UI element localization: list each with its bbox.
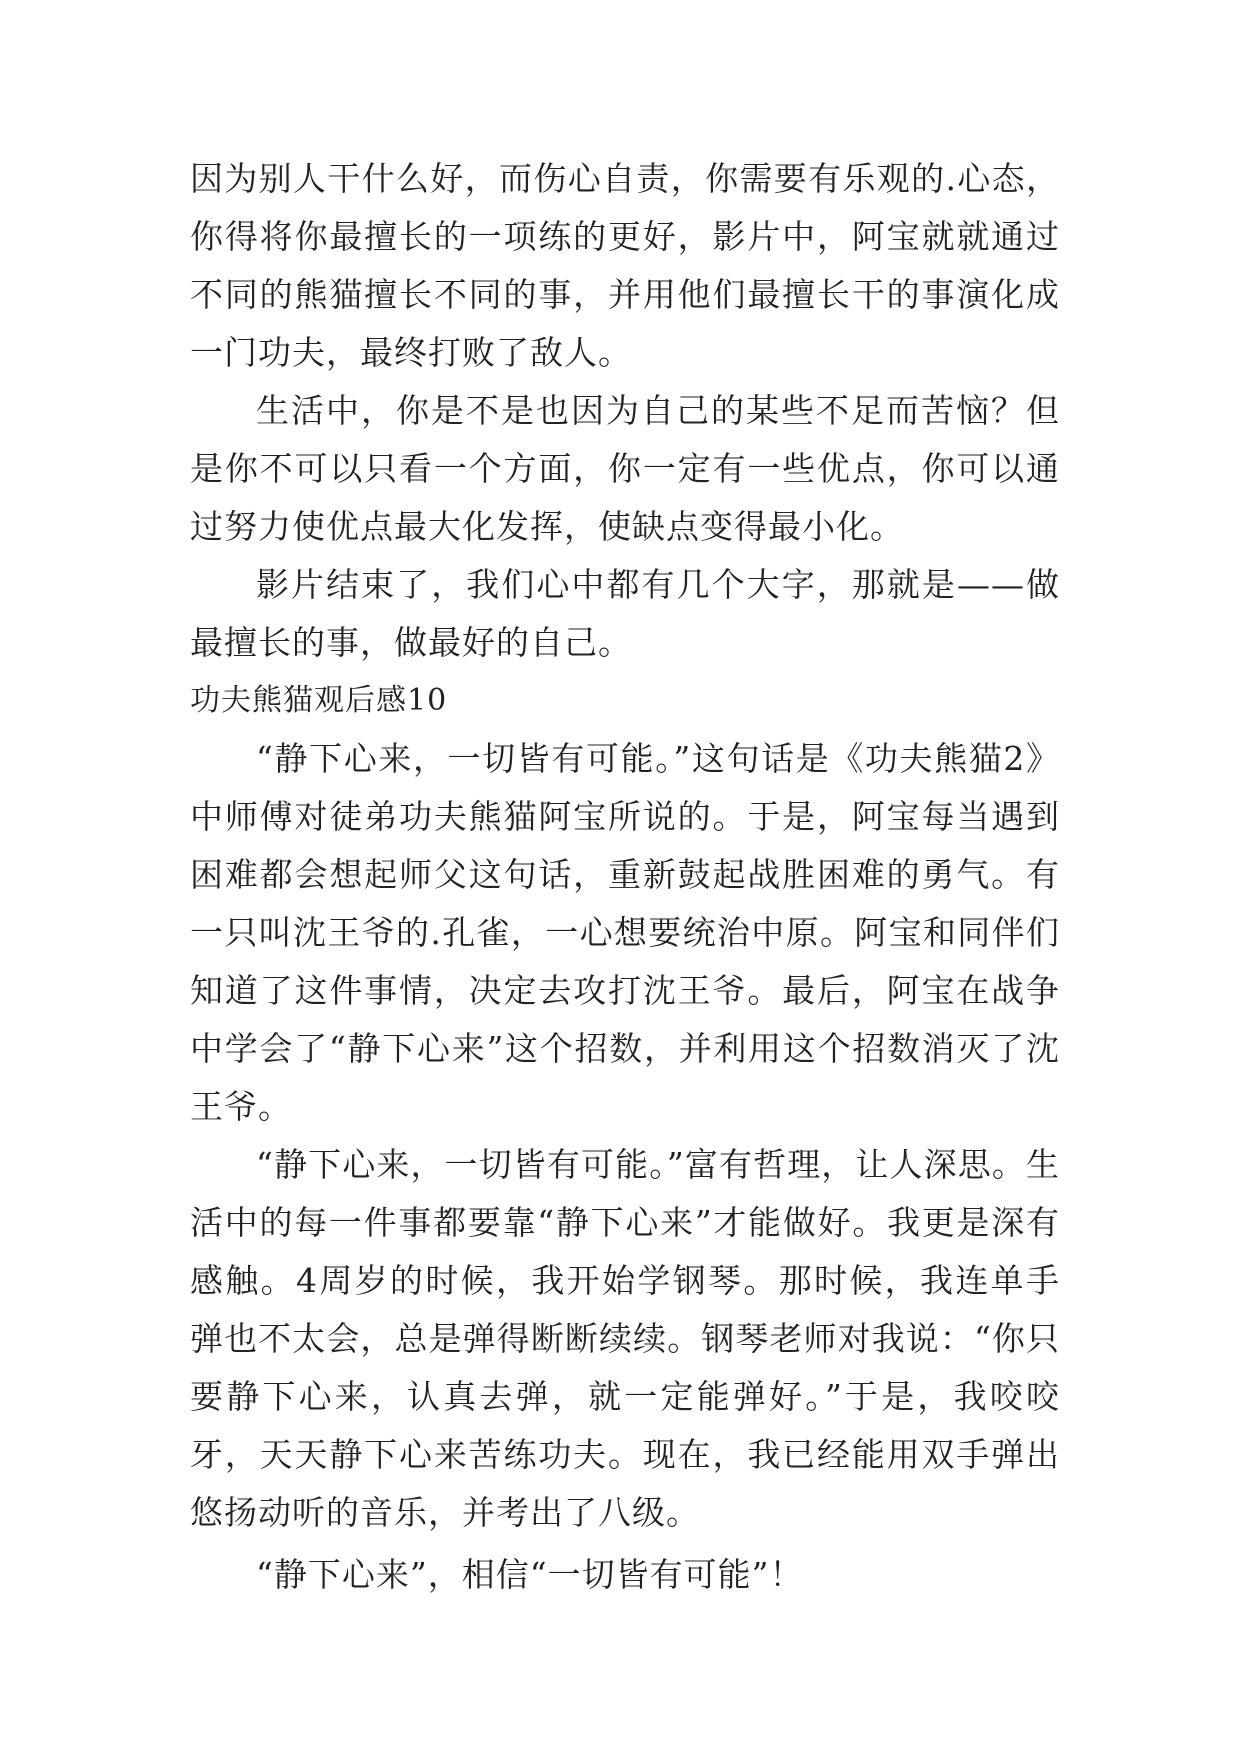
- paragraph-calm-quote: “静下心来，一切皆有可能。”这句话是《功夫熊猫2》中师傅对徒弟功夫熊猫阿宝所说的。于是，阿宝每当遇到困难都会想起师父这句话，重新鼓起战胜困难的勇气。有一只叫沈王爷的.孔雀，一心想要统治中原。阿宝和同伴们知道了这件事情，决定去攻打沈王爷。最后，阿宝在战争中学会了“静下心来”这个招数，并利用这个招数消灭了沈王爷。: [190, 739, 1060, 1126]
- paragraph-strengths: 生活中，你是不是也因为自己的某些不足而苦恼？但是你不可以只看一个方面，你一定有一些优点，你可以通过努力使优点最大化发挥，使缺点变得最小化。: [190, 391, 1060, 546]
- paragraph-piano-story: “静下心来，一切皆有可能。”富有哲理，让人深思。生活中的每一件事都要靠“静下心来”才能做好。我更是深有感触。4周岁的时候，我开始学钢琴。那时候，我连单手弹也不太会，总是弹得断断续续。钢琴老师对我说：“你只要静下心来，认真去弹，就一定能弹好。”于是，我咬咬牙，天天静下心来苦练功夫。现在，我已经能用双手弹出悠扬动听的音乐，并考出了八级。: [190, 1145, 1060, 1532]
- document-body: [190, 150, 1060, 1604]
- paragraph-optimism: 因为别人干什么好，而伤心自责，你需要有乐观的.心态，你得将你最擅长的一项练的更好，影片中，阿宝就就通过不同的熊猫擅长不同的事，并用他们最擅长干的事演化成一门功夫，最终打败了敌人。: [190, 159, 1060, 372]
- essay-heading: 功夫熊猫观后感10: [190, 683, 448, 718]
- paragraph-closing: “静下心来”，相信“一切皆有可能”！: [256, 1555, 804, 1594]
- paragraph-conclusion: 影片结束了，我们心中都有几个大字，那就是——做最擅长的事，做最好的自己。: [190, 565, 1060, 662]
